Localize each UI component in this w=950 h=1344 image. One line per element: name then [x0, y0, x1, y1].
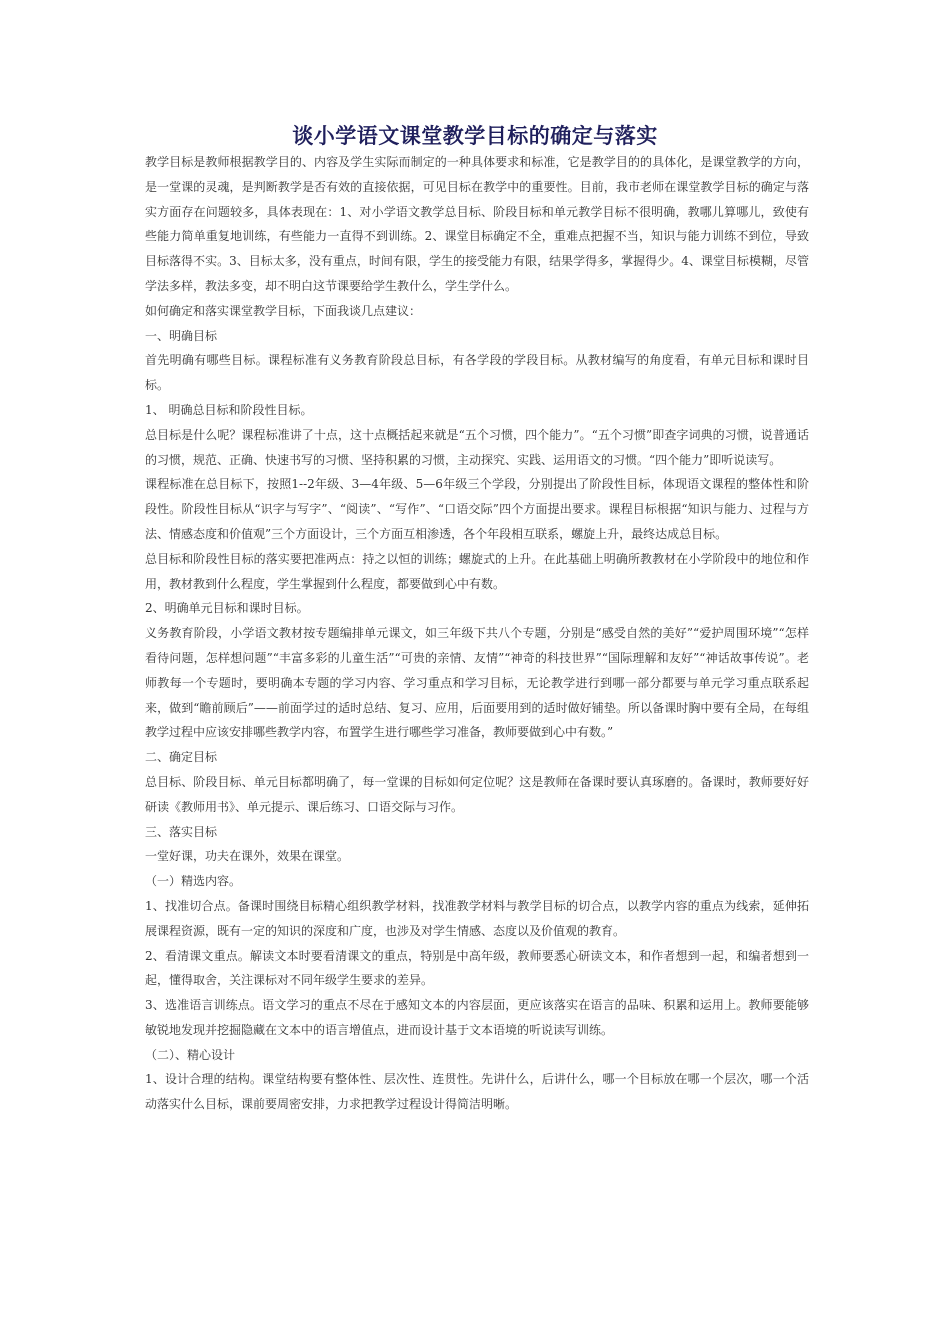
subsection-heading: （一）精选内容。: [145, 874, 242, 889]
section-heading: 一、明确目标: [145, 328, 218, 343]
paragraph: 义务教育阶段，小学语文教材按专题编排单元课文，如三年级下共八个专题，分别是“感受自然的美好”“爱护周围环境”“怎样看待问题，怎样想问题”“丰富多彩的儿童生活”“可贵的亲情、友情”“神奇的科技世界”“国际理解和友好”“神话故事传说”。老师教每一个专题时，要明确本专题的学习内容、学习重点和学习目标，无论教学进行到哪一部分都要与单元学习重点联系起来，做到“瞻前顾后”——前面学过的适时总结、复习、应用，后面要用到的适时做好铺垫。所以备课时胸中要有全局，在每组教学过程中应该安排哪些教学内容，布置学生进行哪些学习准备，教师要做到心中有数。”: [145, 626, 809, 740]
section-heading: 二、确定目标: [145, 750, 218, 765]
paragraph: 课程标准在总目标下，按照1--2年级、3—4年级、5—6年级三个学段，分别提出了阶段性目标，体现语文课程的整体性和阶段性。阶段性目标从“识字与写字”、“阅读”、“写作”、“口语交际”四个方面提出要求。课程目标根据“知识与能力、过程与方法、情感态度和价值观”三个方面设计，三个方面互相渗透，各个年段相互联系，螺旋上升，最终达成总目标。: [145, 477, 809, 541]
paragraph: 首先明确有哪些目标。课程标准有义务教育阶段总目标，有各学段的学段目标。从教材编写的角度看，有单元目标和课时目标。: [145, 353, 809, 393]
paragraph: 一堂好课，功夫在课外，效果在课堂。: [145, 849, 350, 864]
document-title: 谈小学语文课堂教学目标的确定与落实: [292, 124, 658, 148]
paragraph: 总目标、阶段目标、单元目标都明确了，每一堂课的目标如何定位呢？这是教师在备课时要认真琢磨的。备课时，教师要好好研读《教师用书》、单元提示、课后练习、口语交际与习作。: [145, 774, 809, 814]
subsection-heading: 2、明确单元目标和课时目标。: [145, 601, 309, 616]
document-body: [145, 150, 809, 1117]
paragraph: 总目标和阶段性目标的落实要把准两点：持之以恒的训练；螺旋式的上升。在此基础上明确所教教材在小学阶段中的地位和作用，教材教到什么程度，学生掌握到什么程度，都要做到心中有数。: [145, 551, 809, 591]
paragraph: 3、选准语言训练点。语文学习的重点不尽在于感知文本的内容层面，更应该落实在语言的品味、积累和运用上。教师要能够敏锐地发现并挖掘隐藏在文本中的语言增值点，进而设计基于文本语境的听说读写训练。: [145, 998, 809, 1037]
section-heading: 三、落实目标: [145, 824, 218, 839]
paragraph: 2、看清课文重点。解读文本时要看清课文的重点，特别是中高年级，教师要悉心研读文本，和作者想到一起，和编者想到一起，懂得取舍，关注课标对不同年级学生要求的差异。: [145, 948, 809, 988]
paragraph: 1、设计合理的结构。课堂结构要有整体性、层次性、连贯性。先讲什么，后讲什么，哪一个目标放在哪一个层次，哪一个活动落实什么目标，课前要周密安排，力求把教学过程设计得简洁明晰。: [145, 1072, 809, 1112]
paragraph: 教学目标是教师根据教学目的、内容及学生实际而制定的一种具体要求和标准，它是教学目的的具体化，是课堂教学的方向，是一堂课的灵魂，是判断教学是否有效的直接依据，可见目标在教学中的重要性。目前，我市老师在课堂教学目标的确定与落实方面存在问题较多，具体表现在：1、对小学语文教学总目标、阶段目标和单元教学目标不很明确，教哪儿算哪儿，致使有些能力简单重复地训练，有些能力一直得不到训练。2、课堂目标确定不全，重难点把握不当，知识与能力训练不到位，导致目标落得不实。3、目标太多，没有重点，时间有限，学生的接受能力有限，结果学得多，掌握得少。4、课堂目标模糊，尽管学法多样，教法多变，却不明白这节课要给学生教什么，学生学什么。: [145, 155, 809, 293]
paragraph: 总目标是什么呢？课程标准讲了十点，这十点概括起来就是“五个习惯，四个能力”。“五个习惯”即查字词典的习惯，说普通话的习惯，规范、正确、快速书写的习惯、坚持积累的习惯，主动探究、实践、运用语文的习惯。“四个能力”即听说读写。: [145, 427, 809, 467]
subsection-heading: 1、 明确总目标和阶段性目标。: [145, 402, 313, 417]
paragraph: 1、找准切合点。备课时围绕目标精心组织教学材料，找准教学材料与教学目标的切合点，以教学内容的重点为线索，延伸拓展课程资源，既有一定的知识的深度和广度，也涉及对学生情感、态度以及价值观的教育。: [145, 898, 809, 938]
subsection-heading: （二）、精心设计: [145, 1047, 236, 1062]
paragraph: 如何确定和落实课堂教学目标，下面我谈几点建议：: [145, 303, 422, 318]
